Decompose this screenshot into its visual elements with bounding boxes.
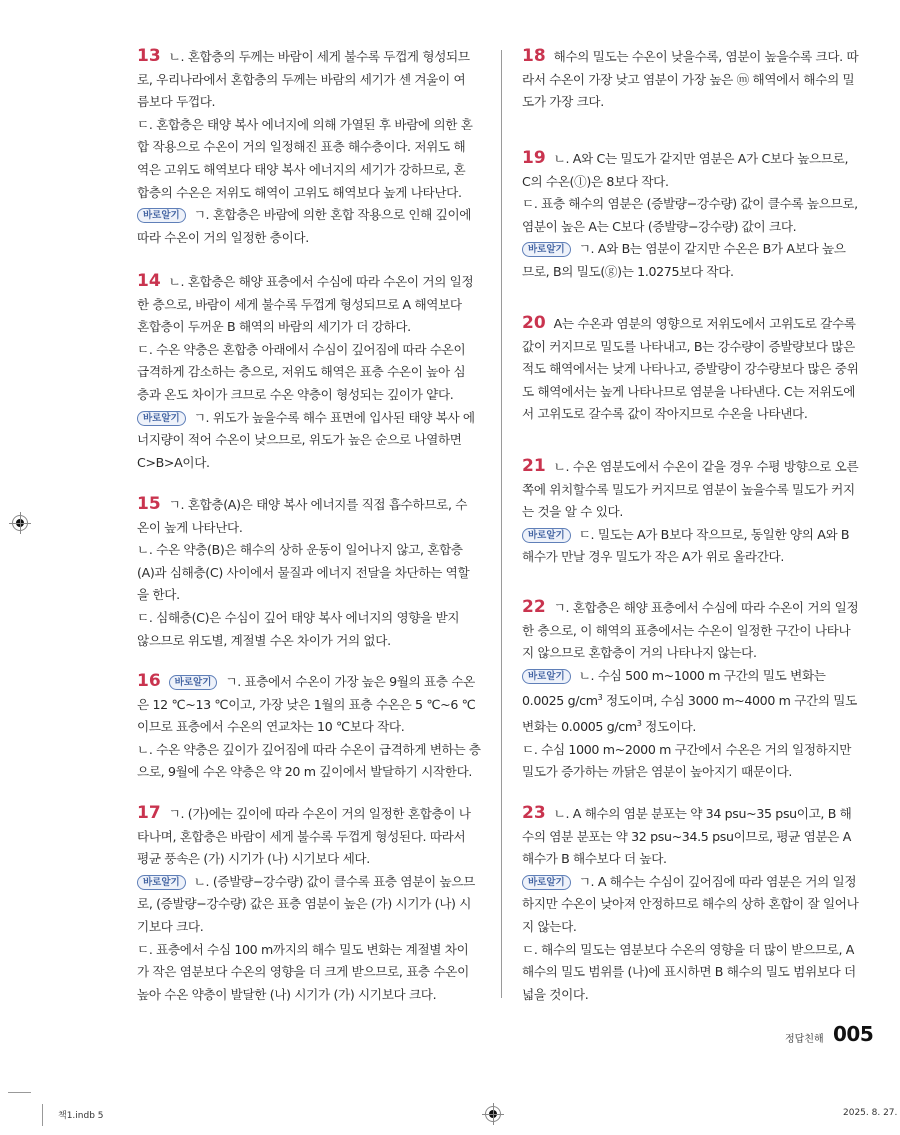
line-text: 타나며, 혼합층은 바람이 세게 불수록 두껍게 형성된다. 따라서 (137, 828, 466, 844)
correction-badge: 바로알기 (169, 675, 218, 690)
explanation-line (137, 539, 485, 562)
explanation-line (137, 294, 485, 317)
line-text: 기보다 크다. (137, 918, 204, 934)
explanation-line (522, 620, 870, 643)
line-text: ㄱ. (가)에는 깊이에 따라 수온이 거의 일정한 혼합층이 나 (168, 806, 471, 821)
line-text: 이므로 표층에서 수온의 연교차는 10 ℃보다 작다. (137, 719, 405, 735)
explanation-line (137, 182, 485, 205)
line-text: ㄴ. A 해수의 염분 분포는 약 34 psu~35 psu이고, B 해 (553, 806, 852, 821)
line-text: 서 고위도로 갈수록 값이 작아지므로 수온을 나타낸다. (522, 406, 808, 422)
problem-number: 21 (522, 456, 546, 476)
explanation-line (137, 562, 485, 585)
explanation-line (137, 584, 485, 607)
explanation-line (522, 546, 870, 569)
line-text: 평균 풍속은 (가) 시기가 (나) 시기보다 세다. (137, 851, 370, 867)
line-text: ㄴ. 수심 500 m~1000 m 구간의 밀도 변화는 (578, 667, 826, 683)
line-text: 한 층으로, 이 해역의 표층에서는 수온이 일정한 구간이 나타나 (522, 622, 851, 638)
explanation-line (522, 761, 870, 784)
line-text: 온이 높게 나타난다. (137, 519, 243, 535)
line-text: ㄱ. A와 B는 염분이 같지만 수온은 B가 A보다 높으 (578, 241, 846, 257)
explanation-line (522, 687, 870, 713)
answer-explanation-22 (522, 596, 870, 784)
explanation-line (137, 826, 485, 849)
explanation-line (522, 312, 870, 336)
line-text: 로, (증발량−강수량) 값은 표층 염분이 높은 (가) 시기가 (나) 시 (137, 896, 472, 912)
explanation-line (522, 665, 870, 688)
explanation-line (522, 739, 870, 762)
answer-explanation-20 (522, 312, 870, 426)
explanation-line (137, 630, 485, 653)
line-text: ㄷ. 표층 해수의 염분은 (증발량−강수량) 값이 클수록 높으므로, (522, 196, 858, 212)
line-text: 않으므로 위도별, 계절별 수온 차이가 거의 없다. (137, 632, 391, 648)
problem-number: 23 (522, 803, 546, 823)
answer-explanation-13 (137, 45, 485, 249)
explanation-line (522, 147, 870, 171)
line-text: 은 12 ℃~13 ℃이고, 가장 낮은 1월의 표층 수온은 5 ℃~6 ℃ (137, 696, 476, 712)
problem-number: 20 (522, 313, 546, 333)
explanation-line (137, 670, 485, 694)
explanation-line (137, 716, 485, 739)
line-text: (A)과 심해층(C) 사이에서 물질과 에너지 전달을 차단하는 역할 (137, 564, 470, 580)
explanation-line (137, 384, 485, 407)
line-text: 도가 가장 크다. (522, 94, 604, 110)
problem-number: 15 (137, 494, 161, 514)
problem-number: 22 (522, 597, 546, 617)
explanation-line (522, 848, 870, 871)
line-text: 넓을 것이다. (522, 986, 589, 1002)
line-text: ㄷ. 심해층(C)은 수심이 깊어 태양 복사 에너지의 영향을 받지 (137, 609, 460, 625)
explanation-line (137, 227, 485, 250)
line-text: 염분이 높은 A는 C보다 (증발량−강수량) 값이 크다. (522, 218, 797, 234)
line-text: 합층의 수온은 저위도 해역이 고위도 해역보다 높게 나타난다. (137, 184, 462, 200)
line-text: A는 수온과 염분의 영향으로 저위도에서 고위도로 갈수록 (553, 316, 856, 331)
line-text: 해수의 밀도는 수온이 낮을수록, 염분이 높을수록 크다. 따 (553, 49, 859, 64)
line-text: C>B>A이다. (137, 454, 210, 470)
line-text: 로, 우리나라에서 혼합층의 두께는 바람의 세기가 센 겨울이 여 (137, 71, 466, 87)
explanation-line (137, 91, 485, 114)
line-text: 해수의 밀도 범위를 (나)에 표시하면 B 해수의 밀도 범위보다 더 (522, 964, 856, 980)
registration-mark-icon (485, 1106, 501, 1122)
explanation-line (522, 261, 870, 284)
explanation-line (522, 713, 870, 739)
line-text: 급격하게 감소하는 층으로, 저위도 해역은 표층 수온이 높아 심 (137, 364, 466, 380)
explanation-line (522, 826, 870, 849)
explanation-line (522, 871, 870, 894)
line-text: 지 않으므로 혼합층이 거의 나타나지 않는다. (522, 645, 757, 661)
explanation-line (137, 802, 485, 826)
correction-badge: 바로알기 (522, 875, 571, 890)
line-text: 높아 수온 약층이 발달한 (나) 시기가 (가) 시기보다 크다. (137, 986, 437, 1002)
line-text: ㄴ. 수온 약층(B)은 해수의 상하 운동이 일어나지 않고, 혼합층 (137, 542, 463, 558)
explanation-line (137, 69, 485, 92)
line-text: ㄱ. A 해수는 수심이 깊어짐에 따라 염분은 거의 일정 (578, 873, 857, 889)
explanation-line (137, 848, 485, 871)
line-text: ㄴ. 혼합층의 두께는 바람이 세게 불수록 두껍게 형성되므 (168, 49, 470, 64)
problem-number: 19 (522, 148, 546, 168)
explanation-line (522, 403, 870, 426)
line-text: C의 수온(ⓛ)은 8보다 작다. (522, 173, 669, 189)
line-text: 변화는 0.0005 $g/cm^3$ 정도이다. (522, 718, 697, 734)
explanation-line (137, 493, 485, 517)
line-text: ㄱ. 표층에서 수온이 가장 높은 9월의 표층 수온 (225, 674, 475, 689)
line-text: 밀도가 증가하는 까닭은 염분이 높아지기 때문이다. (522, 764, 793, 780)
line-text: ㄷ. 해수의 밀도는 염분보다 수온의 영향을 더 많이 받으므로, A (522, 941, 855, 957)
explanation-line (522, 91, 870, 114)
line-text: 가 작은 염분보다 수온의 영향을 더 크게 받으므로, 표층 수온이 (137, 964, 469, 980)
explanation-line (522, 501, 870, 524)
line-text: ㄷ. 수심 1000 m~2000 m 구간에서 수온은 거의 일정하지만 (522, 741, 852, 757)
crop-mark-vertical (42, 1104, 43, 1126)
line-text: ㄱ. 혼합층은 해양 표층에서 수심에 따라 수온이 거의 일정 (553, 600, 859, 615)
explanation-line (137, 45, 485, 69)
line-text: ㄱ. 혼합층은 바람에 의한 혼합 작용으로 인해 깊이에 (193, 207, 472, 223)
line-text: 지 않는다. (522, 918, 577, 934)
line-text: ㄴ. 수온 약층은 깊이가 깊어짐에 따라 수온이 급격하게 변하는 층 (137, 741, 481, 757)
answer-explanation-21 (522, 455, 870, 569)
explanation-line (522, 455, 870, 479)
answer-explanation-23 (522, 802, 870, 1006)
explanation-line (137, 452, 485, 475)
explanation-line (137, 339, 485, 362)
correction-badge: 바로알기 (522, 669, 571, 684)
explanation-line (522, 961, 870, 984)
correction-badge: 바로알기 (137, 208, 186, 223)
line-text: 므로, B의 밀도(ⓖ)는 1.0275보다 작다. (522, 263, 734, 279)
explanation-line (137, 984, 485, 1007)
explanation-line (137, 136, 485, 159)
explanation-line (137, 204, 485, 227)
problem-number: 17 (137, 803, 161, 823)
line-text: 0.0025 $g/cm^3$ 정도이며, 수심 3000 m~4000 m 구간의 밀도 (522, 693, 857, 709)
line-text: ㄴ. 혼합층은 해양 표층에서 수심에 따라 수온이 거의 일정 (168, 274, 474, 289)
print-slug-date: 2025. 8. 27. (843, 1108, 898, 1118)
problem-number: 14 (137, 271, 161, 291)
line-text: 으로, 9월에 수온 약층은 약 20 m 깊이에서 발달하기 시작한다. (137, 764, 473, 780)
explanation-line (137, 407, 485, 430)
explanation-line (137, 871, 485, 894)
line-text: 라서 수온이 가장 낮고 염분이 가장 높은 ⓜ 해역에서 해수의 밀 (522, 71, 855, 87)
explanation-line (522, 479, 870, 502)
explanation-line (137, 939, 485, 962)
problem-number: 16 (137, 671, 161, 691)
line-text: 적도 해역에서는 낮게 나타나고, 증발량이 강수량보다 많은 중위 (522, 361, 859, 377)
line-text: 값이 커지므로 밀도를 나타내고, B는 강수량이 증발량보다 많은 (522, 338, 855, 354)
explanation-line (522, 238, 870, 261)
correction-badge: 바로알기 (522, 528, 571, 543)
explanation-line (137, 607, 485, 630)
explanation-line (137, 316, 485, 339)
explanation-line (522, 171, 870, 194)
line-text: 수의 염분 분포는 약 32 psu~34.5 psu이므로, 평균 염분은 A (522, 828, 851, 844)
line-text: ㄴ. (증발량−강수량) 값이 클수록 표층 염분이 높으므 (193, 873, 475, 889)
explanation-line (522, 524, 870, 547)
line-text: 름보다 두껍다. (137, 94, 216, 110)
line-text: 는 것을 알 수 있다. (522, 504, 623, 520)
line-text: 도 해역에서는 높게 나타나므로 염분을 나타낸다. C는 저위도에 (522, 383, 856, 399)
explanation-line (137, 114, 485, 137)
explanation-line (522, 642, 870, 665)
answer-explanation-15 (137, 493, 485, 652)
line-text: ㄴ. 수온 염분도에서 수온이 같을 경우 수평 방향으로 오른 (553, 459, 859, 474)
explanation-line (522, 939, 870, 962)
line-text: 합 작용으로 수온이 거의 일정해진 표층 해수층이다. 저위도 해 (137, 139, 466, 155)
explanation-line (137, 159, 485, 182)
line-text: 쪽에 위치할수록 밀도가 커지므로 염분이 높을수록 밀도가 커지 (522, 481, 855, 497)
explanation-line (137, 961, 485, 984)
line-text: 너지량이 적어 수온이 낮으므로, 위도가 높은 순으로 나열하면 (137, 432, 462, 448)
problem-number: 13 (137, 46, 161, 66)
registration-mark-icon (12, 515, 28, 531)
correction-badge: 바로알기 (522, 242, 571, 257)
explanation-line (522, 893, 870, 916)
page-number: 005 (833, 1022, 874, 1046)
line-text: 을 한다. (137, 587, 180, 603)
explanation-line (522, 381, 870, 404)
correction-badge: 바로알기 (137, 411, 186, 426)
explanation-line (137, 916, 485, 939)
explanation-line (137, 517, 485, 540)
explanation-line (522, 45, 870, 69)
explanation-line (522, 193, 870, 216)
explanation-line (522, 336, 870, 359)
line-text: 하지만 수온이 낮아져 안정하므로 해수의 상하 혼합이 잘 일어나 (522, 896, 859, 912)
answer-explanation-19 (522, 147, 870, 284)
explanation-line (522, 916, 870, 939)
line-text: ㄷ. 혼합층은 태양 복사 에너지에 의해 가열된 후 바람에 의한 혼 (137, 116, 473, 132)
explanation-line (137, 429, 485, 452)
explanation-line (522, 596, 870, 620)
line-text: 역은 고위도 해역보다 태양 복사 에너지의 세기가 강하므로, 혼 (137, 161, 466, 177)
line-text: 해수가 B 해수보다 더 높다. (522, 851, 667, 867)
explanation-line (522, 358, 870, 381)
correction-badge: 바로알기 (137, 875, 186, 890)
line-text: 층과 온도 차이가 크므로 수온 약층이 형성되는 깊이가 얕다. (137, 386, 454, 402)
line-text: 한 층으로, 바람이 세게 불수록 두껍게 형성되므로 A 해역보다 (137, 296, 462, 312)
line-text: ㄱ. 위도가 높을수록 해수 표면에 입사된 태양 복사 에 (193, 409, 475, 425)
line-text: ㄷ. 밀도는 A가 B보다 작으므로, 동일한 양의 A와 B (578, 526, 850, 542)
answer-explanation-16 (137, 670, 485, 784)
line-text: ㄷ. 표층에서 수심 100 m까지의 해수 밀도 변화는 계절별 차이 (137, 941, 469, 957)
answer-explanation-17 (137, 802, 485, 1006)
explanation-line (137, 893, 485, 916)
line-text: 혼합층이 두꺼운 B 해역의 바람의 세기가 더 강하다. (137, 319, 411, 335)
explanation-line (137, 739, 485, 762)
explanation-line (137, 694, 485, 717)
explanation-line (137, 270, 485, 294)
line-text: 해수가 만날 경우 밀도가 작은 A가 위로 올라간다. (522, 549, 784, 565)
explanation-line (137, 361, 485, 384)
footer-section-label: 정답친해 (785, 1034, 824, 1045)
explanation-line (522, 802, 870, 826)
crop-mark (8, 1092, 31, 1093)
explanation-line (522, 984, 870, 1007)
line-text: ㄴ. A와 C는 밀도가 같지만 염분은 A가 C보다 높으므로, (553, 151, 849, 166)
answer-explanation-18 (522, 45, 870, 114)
explanation-line (522, 216, 870, 239)
print-slug-filename: 책1.indb 5 (58, 1111, 104, 1121)
line-text: ㄷ. 수온 약층은 혼합층 아래에서 수심이 깊어짐에 따라 수온이 (137, 341, 466, 357)
explanation-line (137, 761, 485, 784)
line-text: 따라 수온이 거의 일정한 층이다. (137, 229, 309, 245)
line-text: ㄱ. 혼합층(A)은 태양 복사 에너지를 직접 흡수하므로, 수 (168, 497, 468, 512)
answer-explanation-14 (137, 270, 485, 474)
explanation-line (522, 69, 870, 92)
column-divider (501, 50, 502, 998)
problem-number: 18 (522, 46, 546, 66)
